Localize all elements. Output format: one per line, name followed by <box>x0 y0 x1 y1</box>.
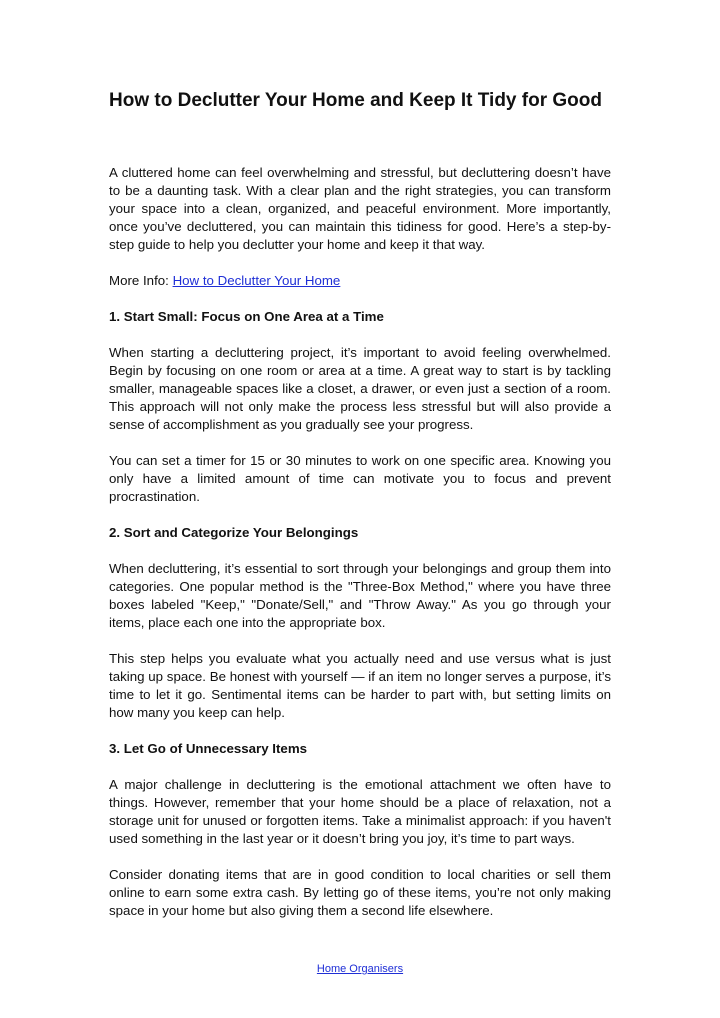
section-1-paragraph-2: You can set a timer for 15 or 30 minutes to work on one specific area. Knowing you only have a limited amount of time can motivate you to focus and prevent procrastination. <box>109 453 611 504</box>
section-3-paragraph-2: Consider donating items that are in good condition to local charities or sell them online to earn some extra cash. By letting go of these items, you’re not only making space in your home but also giving them a second life elsewhere. <box>109 867 611 918</box>
section-heading-1: 1. Start Small: Focus on One Area at a Time <box>109 309 384 324</box>
section-2-paragraph-1: When decluttering, it’s essential to sort through your belongings and group them into categories. One popular method is the "Three-Box Method," where you have three boxes labeled "Keep," "Donate/Sell," and "Throw Away." As you go through your items, place each one into the appropriate box. <box>109 561 611 630</box>
more-info-line <box>109 272 611 290</box>
section-heading-3: 3. Let Go of Unnecessary Items <box>109 741 308 756</box>
more-info-link[interactable]: How to Declutter Your Home <box>172 273 341 288</box>
section-3-paragraph-1: A major challenge in decluttering is the emotional attachment we often have to things. However, remember that your home should be a place of relaxation, not a storage unit for unused or forgotten items. Take a minimalist approach: if you haven't used something in the last year or it doesn’t bring you joy, it’s time to part ways. <box>109 777 611 846</box>
section-heading-2: 2. Sort and Categorize Your Belongings <box>109 525 359 540</box>
section-1-paragraph-1: When starting a decluttering project, it’s important to avoid feeling overwhelmed. Begin by focusing on one room or area at a time. A great way to start is by tackling smaller, manageable spaces like a closet, a drawer, or even just a section of a room. This approach will not only make the process less stressful but will also provide a sense of accomplishment as you gradually see your progress. <box>109 345 611 432</box>
footer-link[interactable]: Home Organisers <box>316 963 404 975</box>
intro-paragraph: A cluttered home can feel overwhelming and stressful, but decluttering doesn’t have to be a daunting task. With a clear plan and the right strategies, you can transform your space into a clean, organized, and peaceful environment. More importantly, once you’ve decluttered, you can maintain this tidiness for good. Here’s a step-by-step guide to help you declutter your home and keep it that way. <box>109 165 611 252</box>
section-2-paragraph-2: This step helps you evaluate what you actually need and use versus what is just taking up space. Be honest with yourself — if an item no longer serves a purpose, it’s time to let it go. Sentimental items can be harder to part with, but setting limits on how many you keep can help. <box>109 651 611 720</box>
page-footer <box>0 962 720 976</box>
document-body <box>109 88 611 938</box>
more-info-label: More Info: <box>109 273 173 288</box>
document-title: How to Declutter Your Home and Keep It Tidy for Good <box>109 90 602 111</box>
